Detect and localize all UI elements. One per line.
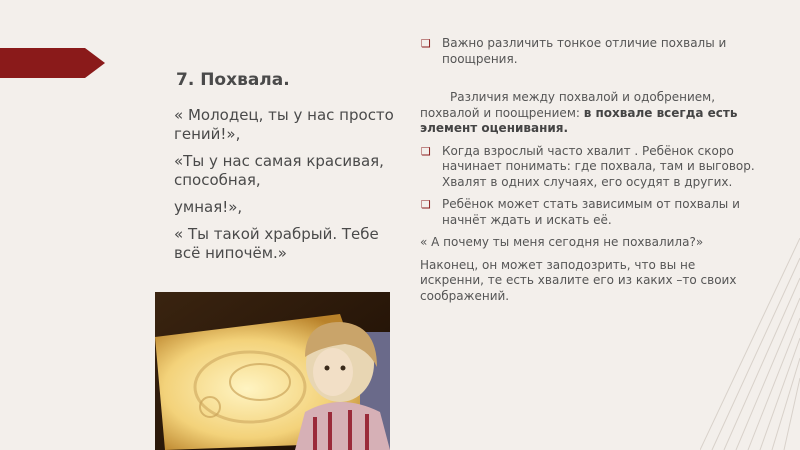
quote-line: « Молодец, ты у нас просто гений!», <box>174 106 394 143</box>
child-photo <box>155 292 390 450</box>
outline-arrow-bullet-icon: ❑ <box>421 198 431 211</box>
distinction-bold-text: в похвале всегда есть элемент оценивания. <box>420 105 738 135</box>
distinction-indented-line: Различия между похвалой и одобрением, <box>450 90 716 104</box>
accent-bar <box>0 48 85 78</box>
outline-arrow-bullet-icon: ❑ <box>421 37 431 50</box>
distinction-paragraph <box>420 106 760 137</box>
content-column <box>420 36 760 311</box>
bullet-text: Когда взрослый часто хвалит . Ребёнок скоро начинает понимать: где похвала, там и выговор. Хвалят в одних случаях, его осудят в других. <box>442 143 755 189</box>
bullet-text: Ребёнок может стать зависимым от похвалы и начнёт ждать и искать её. <box>442 197 740 227</box>
praise-quotes <box>174 106 404 271</box>
distinction-plain-text: похвалой и поощрением: <box>420 105 584 120</box>
quote-line: умная!», <box>174 198 243 216</box>
slide-title: 7. Похвала. <box>176 70 290 90</box>
child-question-quote: « А почему ты меня сегодня не похвалила?» <box>420 235 704 249</box>
quote-line: «Ты у нас самая красивая, способная, <box>174 152 384 189</box>
bullet-text: Важно различить тонкое отличие похвалы и поощрения. <box>442 36 727 66</box>
list-item <box>420 36 760 67</box>
quote-line: « Ты такой храбрый. Тебе всё нипочём.» <box>174 225 379 262</box>
final-paragraph: Наконец, он может заподозрить, что вы не искренни, те есть хвалите его из каких –то своих соображений. <box>420 257 737 303</box>
outline-arrow-bullet-icon: ❑ <box>421 144 431 158</box>
accent-arrow <box>85 48 105 78</box>
list-item <box>420 144 760 191</box>
list-item <box>420 197 760 228</box>
